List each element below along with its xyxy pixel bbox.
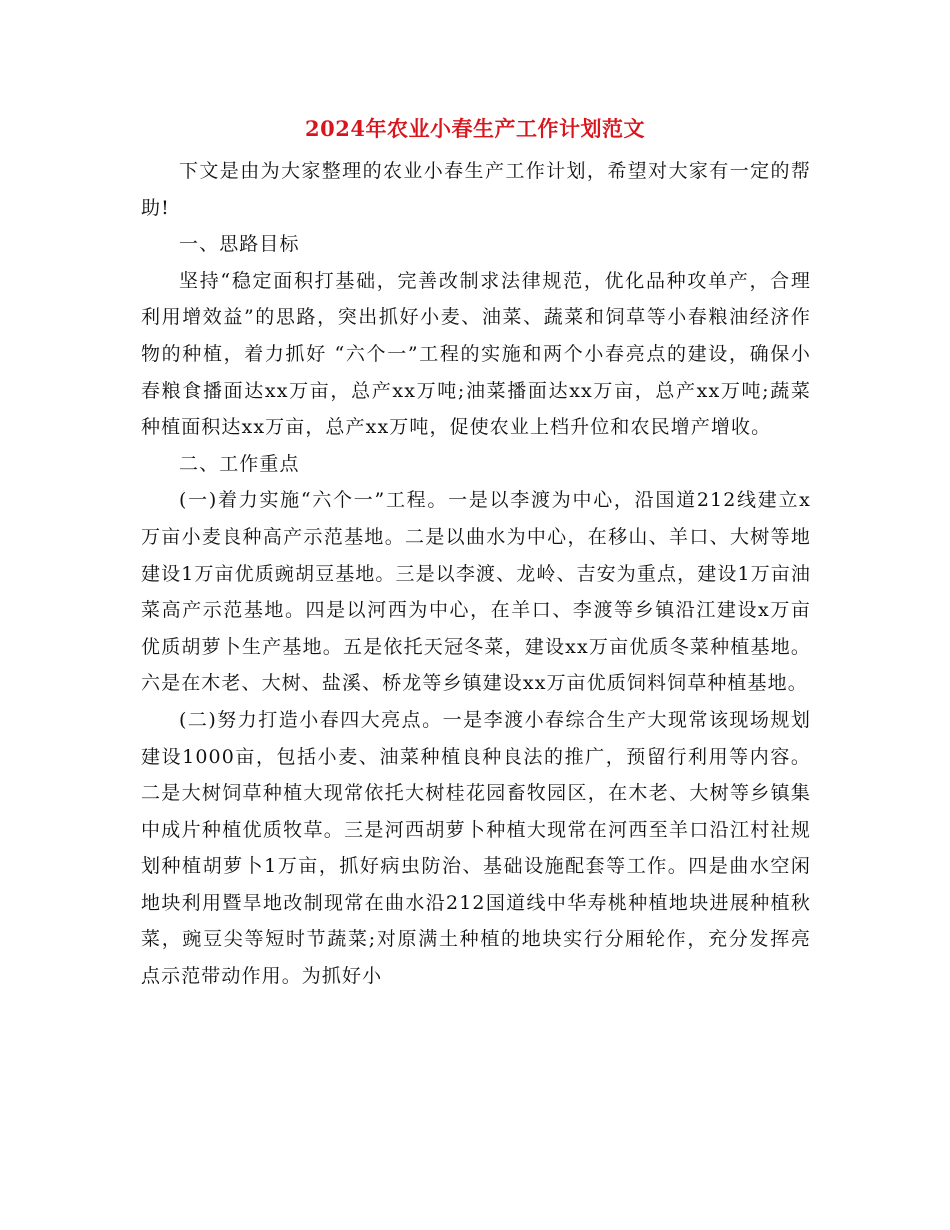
key-work-paragraph-2: (二)努力打造小春四大亮点。一是李渡小春综合生产大现常该现场规划建设1000亩，包括小麦、油菜种植良种良法的推广，预留行利用等内容。二是大树饲草种植大现常依托大树桂花园畜牧园区，在木老、大树等乡镇集中成片种植优质牧草。三是河西胡萝卜种植大现常在河西至羊口沿江村社规划种植胡萝卜1万亩，抓好病虫防治、基础设施配套等工作。四是曲水空闲地块利用暨旱地改制现常在曲水沿212国道线中华寿桃种植地块进展种植秋菜，豌豆尖等短时节蔬菜;对原满土种植的地块实行分厢轮作，充分发挥亮点示范带动作用。为抓好小 <box>141 708 811 988</box>
document-title: 2024年农业小春生产工作计划范文 <box>305 116 645 141</box>
section-heading-key-work: 二、工作重点 <box>179 452 300 475</box>
document-body <box>141 153 811 995</box>
key-work-paragraph-1: (一)着力实施“六个一”工程。一是以李渡为中心，沿国道212线建立x万亩小麦良种高产示范基地。二是以曲水为中心，在移山、羊口、大树等地建设1万亩优质豌胡豆基地。三是以李渡、龙岭、吉安为重点，建设1万亩油菜高产示范基地。四是以河西为中心，在羊口、李渡等乡镇沿江建设x万亩优质胡萝卜生产基地。五是依托天冠冬菜，建设xx万亩优质冬菜种植基地。六是在木老、大树、盐溪、桥龙等乡镇建设xx万亩优质饲料饲草种植基地。 <box>141 489 811 695</box>
intro-paragraph: 下文是由为大家整理的农业小春生产工作计划，希望对大家有一定的帮助! <box>141 160 811 219</box>
goals-paragraph: 坚持“稳定面积打基础，完善改制求法律规范，优化品种攻单产，合理利用增效益”的思路，突出抓好小麦、油菜、蔬菜和饲草等小春粮油经济作物的种植，着力抓好 “六个一”工程的实施和两个小春亮点的建设，确保小春粮食播面达xx万亩，总产xx万吨;油菜播面达xx万亩，总产xx万吨;蔬菜种植面积达xx万亩，总产xx万吨，促使农业上档升位和农民增产增收。 <box>141 269 811 439</box>
section-heading-goals: 一、思路目标 <box>179 233 300 256</box>
